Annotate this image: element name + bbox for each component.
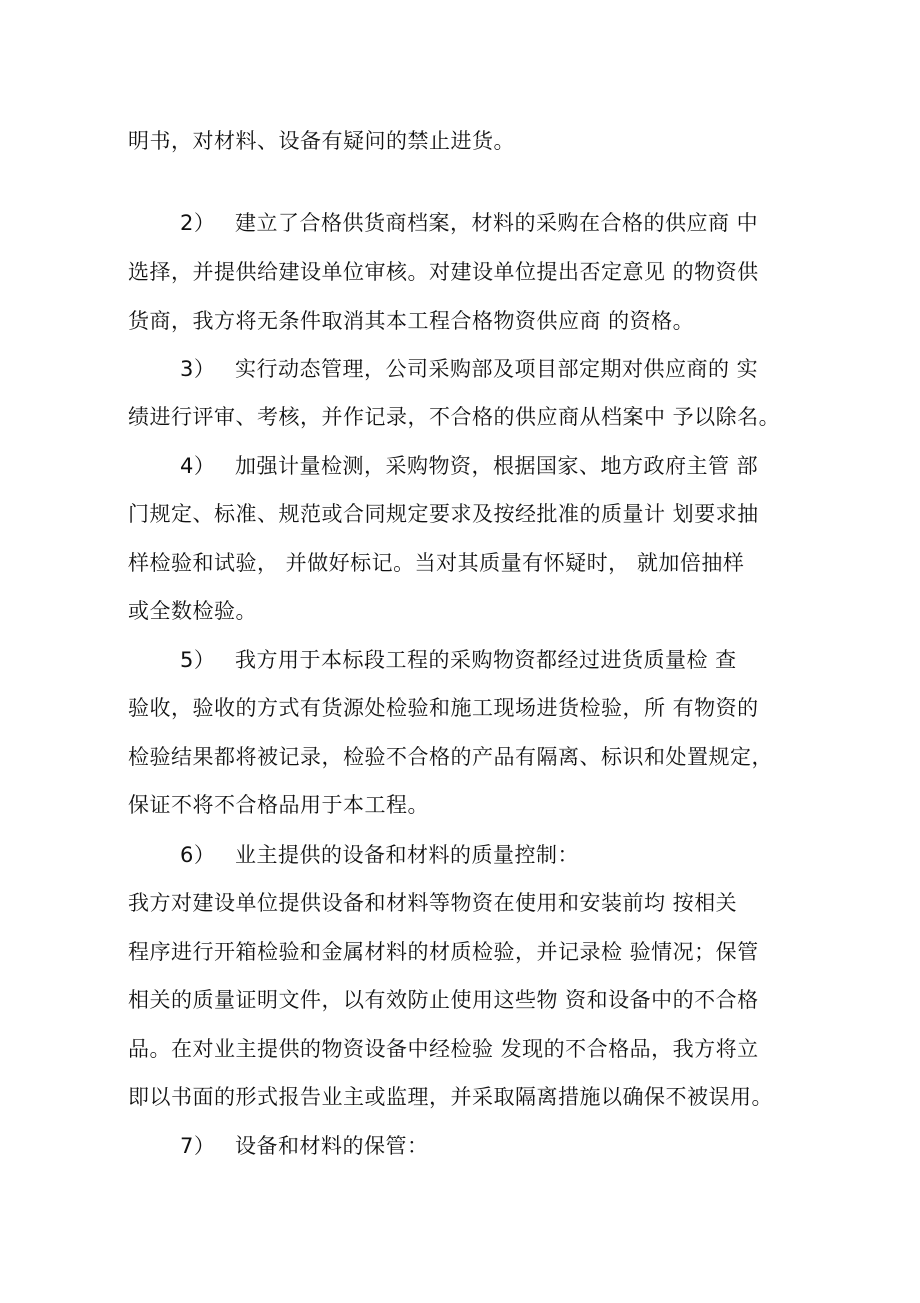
item-number: 5） [180, 648, 216, 672]
text-line: 绩进行评审、考核，并作记录，不合格的供应商从档案中 予以除名。 [128, 405, 781, 429]
list-item-3 [180, 354, 840, 384]
text-line: 相关的质量证明文件，以有效防止使用这些物 资和设备中的不合格 [128, 988, 759, 1012]
text-line: 业主提供的设备和材料的质量控制： [235, 843, 579, 867]
text-line: 我方对建设单位提供设备和材料等物资在使用和安装前均 按相关 [128, 891, 738, 915]
item-number: 2） [180, 211, 216, 235]
list-item-4 [180, 451, 840, 481]
text-line: 或全数检验。 [128, 599, 257, 623]
text-line: 加强计量检测，采购物资，根据国家、地方政府主管 部 [235, 454, 759, 478]
list-item-7 [180, 1131, 840, 1161]
text-line: 即以书面的形式报告业主或监理，并采取隔离措施以确保不被误用。 [128, 1085, 773, 1109]
list-item-2 [180, 208, 840, 238]
text-line: 门规定、标准、规范或合同规定要求及按经批准的质量计 划要求抽 [128, 502, 759, 526]
text-line: 货商，我方将无条件取消其本工程合格物资供应商 的资格。 [128, 309, 695, 333]
item-number: 6） [180, 843, 216, 867]
item-number: 4） [180, 454, 216, 478]
text-line: 设备和材料的保管： [235, 1134, 429, 1158]
text-line: 选择，并提供给建设单位审核。对建设单位提出否定意见 的物资供 [128, 260, 759, 284]
text-line: 明书，对材料、设备有疑问的禁止进货。 [128, 129, 515, 153]
item-number: 3） [180, 357, 216, 381]
item-number: 7） [180, 1134, 216, 1158]
text-line: 程序进行开箱检验和金属材料的材质检验，并记录检 验情况；保管 [128, 940, 759, 964]
text-line: 保证不将不合格品用于本工程。 [128, 793, 429, 817]
text-line: 品。在对业主提供的物资设备中经检验 发现的不合格品，我方将立 [128, 1037, 759, 1061]
list-item-5 [180, 645, 840, 675]
text-line: 检验结果都将被记录，检验不合格的产品有隔离、标识和处置规定， [128, 745, 773, 769]
list-item-6 [180, 840, 840, 870]
text-line: 样检验和试验， 并做好标记。当对其质量有怀疑时， 就加倍抽样 [128, 551, 745, 575]
text-line: 我方用于本标段工程的采购物资都经过进货质量检 查 [235, 648, 737, 672]
text-line: 建立了合格供货商档案，材料的采购在合格的供应商 中 [235, 211, 759, 235]
text-line: 实行动态管理，公司采购部及项目部定期对供应商的 实 [235, 357, 759, 381]
text-line: 验收，验收的方式有货源处检验和施工现场进货检验，所 有物资的 [128, 696, 759, 720]
